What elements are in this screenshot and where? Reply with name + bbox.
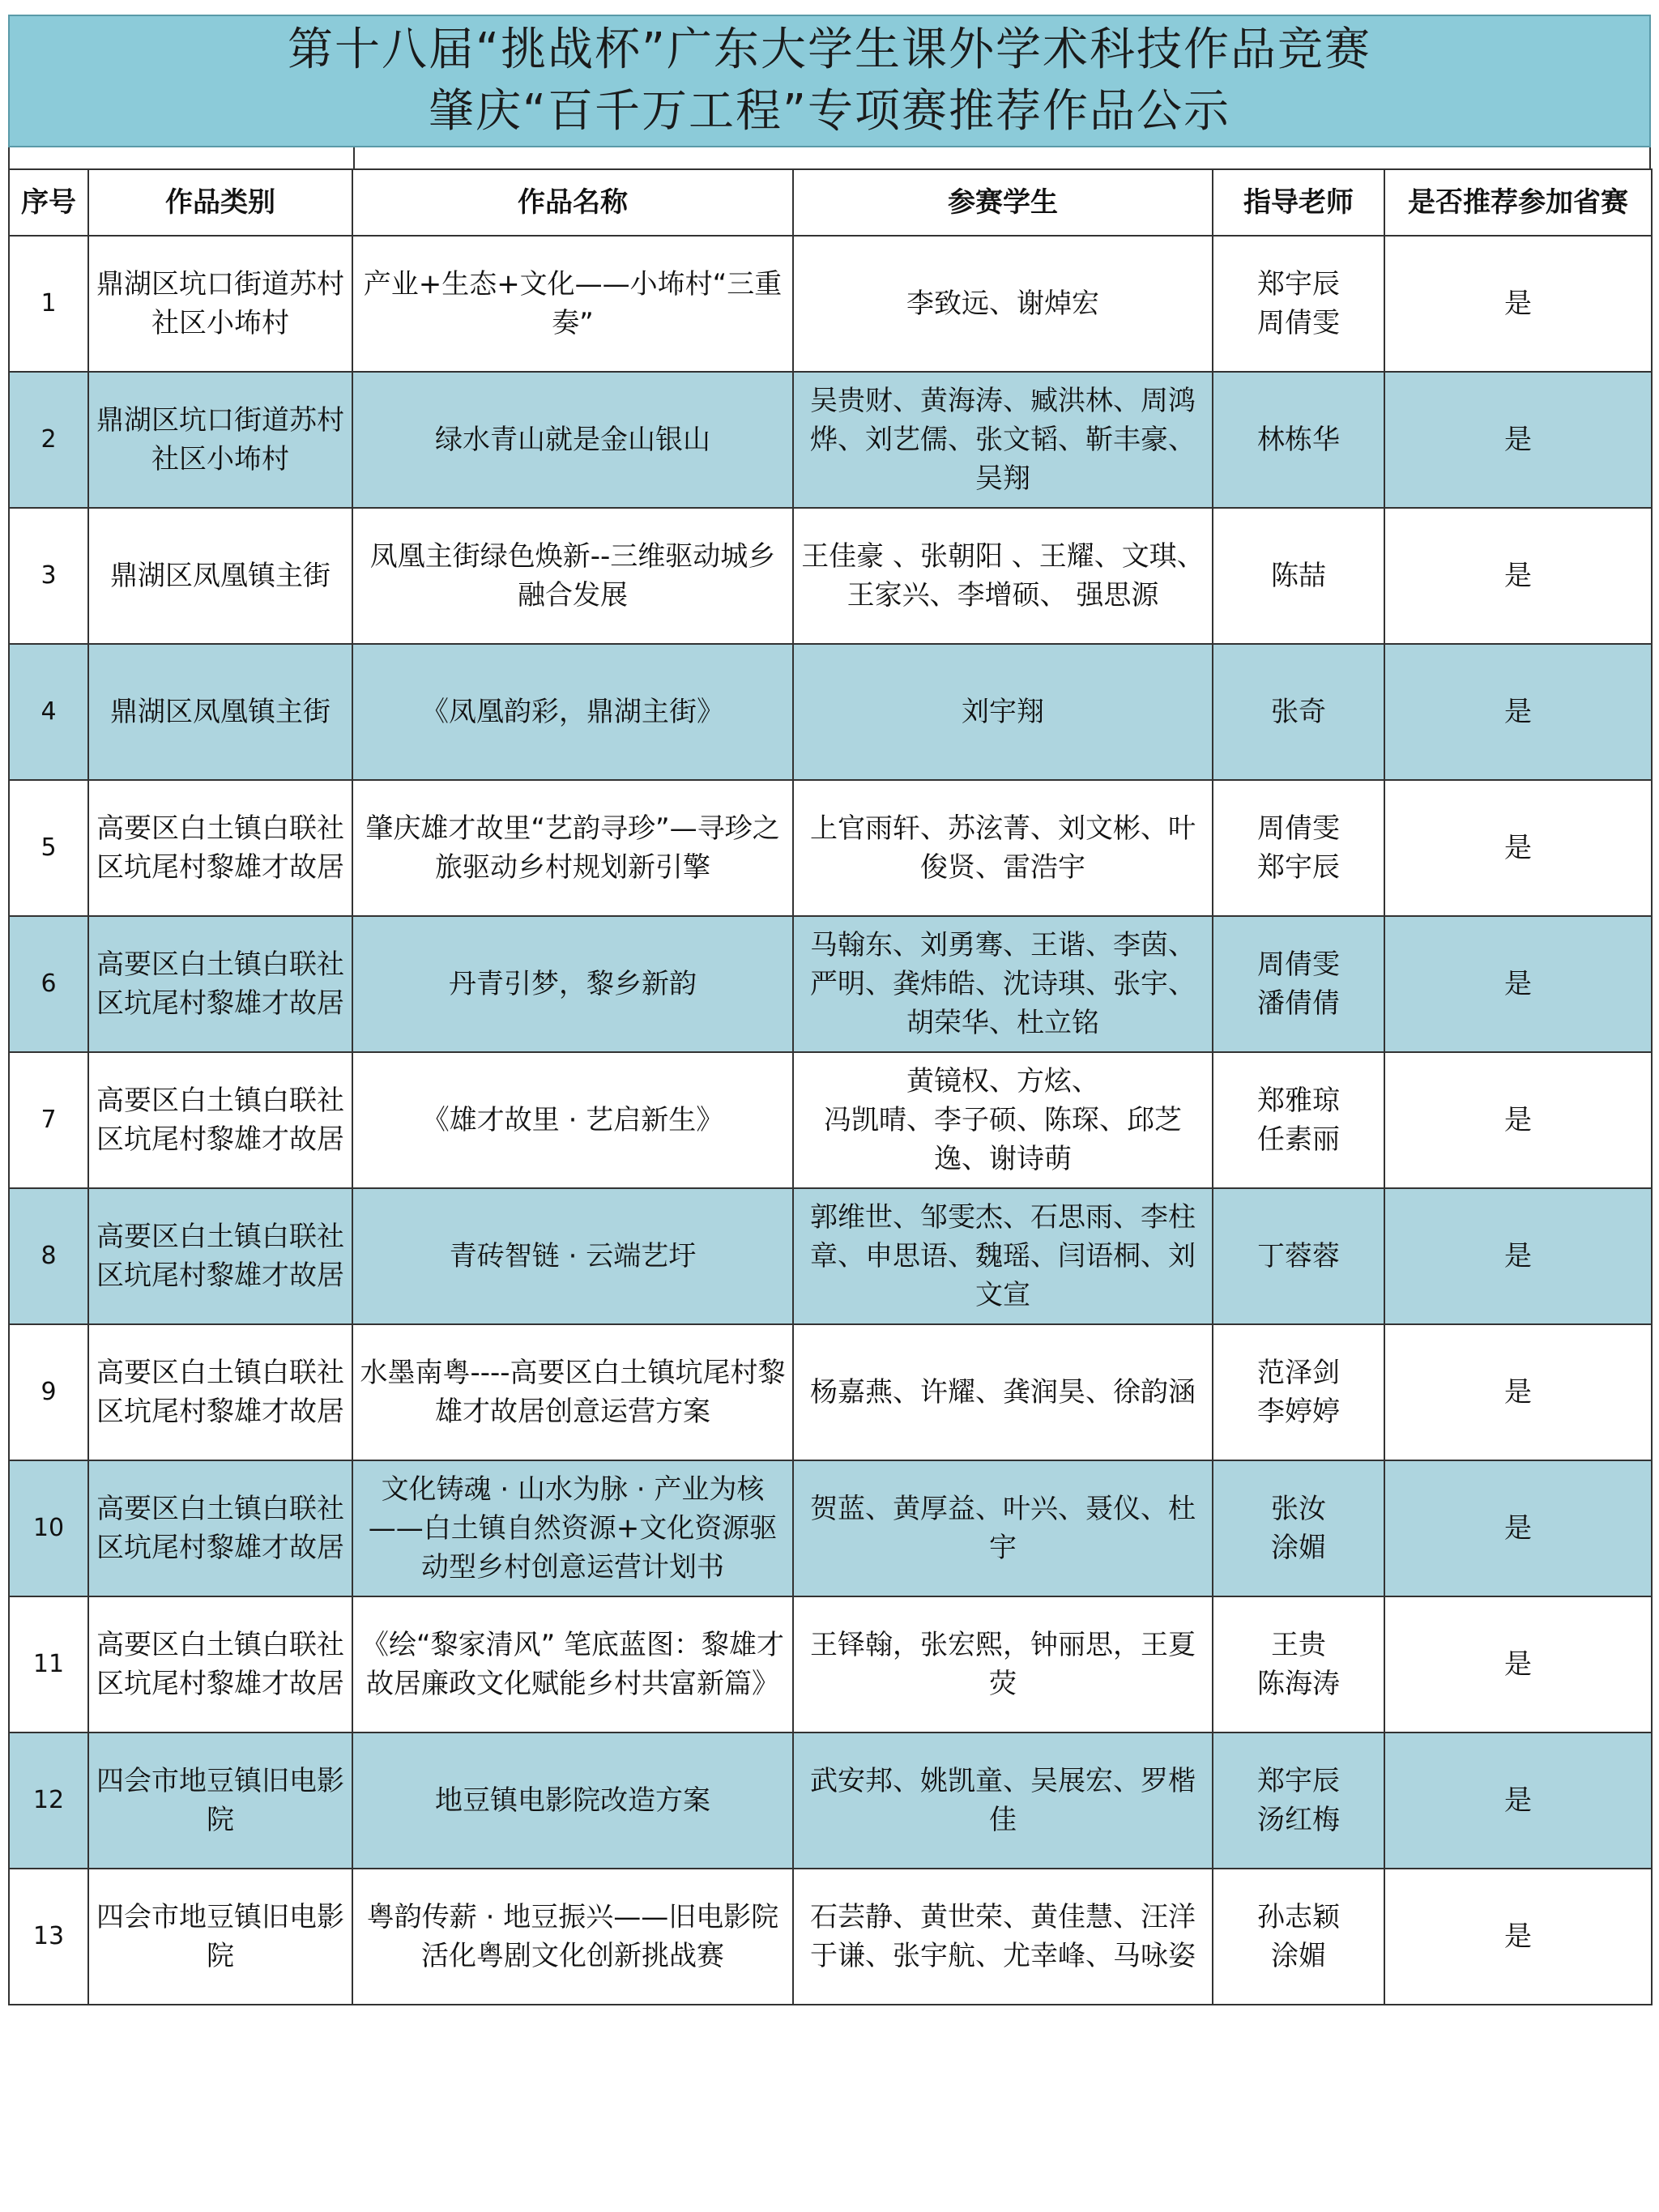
row-seq: 2 — [9, 372, 88, 508]
row-students: 杨嘉燕、许耀、龚润昊、徐韵涵 — [793, 1324, 1213, 1460]
row-recommend: 是 — [1384, 780, 1652, 916]
row-category: 高要区白土镇白联社区坑尾村黎雄才故居 — [88, 1596, 352, 1733]
row-recommend: 是 — [1384, 1188, 1652, 1324]
row-work: 水墨南粤----高要区白土镇坑尾村黎雄才故居创意运营方案 — [352, 1324, 793, 1460]
row-advisor: 王贵 陈海涛 — [1213, 1596, 1384, 1733]
row-category: 鼎湖区凤凰镇主街 — [88, 508, 352, 644]
table-row — [9, 916, 1652, 1052]
header-category: 作品类别 — [88, 169, 352, 236]
header-row — [9, 169, 1652, 236]
table-row — [9, 236, 1652, 372]
row-seq: 9 — [9, 1324, 88, 1460]
row-work: 粤韵传薪 · 地豆振兴——旧电影院活化粤剧文化创新挑战赛 — [352, 1869, 793, 2005]
header-work: 作品名称 — [352, 169, 793, 236]
row-recommend: 是 — [1384, 1733, 1652, 1869]
row-recommend: 是 — [1384, 372, 1652, 508]
row-work: 青砖智链 · 云端艺圩 — [352, 1188, 793, 1324]
row-advisor: 郑宇辰 周倩雯 — [1213, 236, 1384, 372]
row-advisor: 周倩雯 郑宇辰 — [1213, 780, 1384, 916]
row-students: 刘宇翔 — [793, 644, 1213, 780]
row-students: 武安邦、姚凯童、吴展宏、罗楷佳 — [793, 1733, 1213, 1869]
row-students: 石芸静、黄世荣、黄佳慧、汪洋于谦、张宇航、尤幸峰、马咏姿 — [793, 1869, 1213, 2005]
row-work: 《绘“黎家清风” 笔底蓝图：黎雄才故居廉政文化赋能乡村共富新篇》 — [352, 1596, 793, 1733]
row-work: 肇庆雄才故里“艺韵寻珍”—寻珍之旅驱动乡村规划新引擎 — [352, 780, 793, 916]
title-line-1: 第十八届“挑战杯”广东大学生课外学术科技作品竞赛 — [287, 23, 1372, 76]
row-seq: 12 — [9, 1733, 88, 1869]
row-recommend: 是 — [1384, 236, 1652, 372]
row-recommend: 是 — [1384, 1596, 1652, 1733]
row-students: 李致远、谢焯宏 — [793, 236, 1213, 372]
row-students: 王佳豪 、张朝阳 、王耀、文琪、王家兴、李增硕、 强思源 — [793, 508, 1213, 644]
row-recommend: 是 — [1384, 644, 1652, 780]
row-category: 高要区白土镇白联社区坑尾村黎雄才故居 — [88, 780, 352, 916]
row-work: 凤凰主街绿色焕新--三维驱动城乡融合发展 — [352, 508, 793, 644]
row-category: 高要区白土镇白联社区坑尾村黎雄才故居 — [88, 1460, 352, 1596]
recommendation-table — [8, 168, 1653, 2005]
row-seq: 13 — [9, 1869, 88, 2005]
row-advisor: 张奇 — [1213, 644, 1384, 780]
table-row — [9, 644, 1652, 780]
table-row — [9, 1733, 1652, 1869]
row-seq: 6 — [9, 916, 88, 1052]
table-row — [9, 1596, 1652, 1733]
row-advisor: 孙志颖 涂媚 — [1213, 1869, 1384, 2005]
row-recommend: 是 — [1384, 1460, 1652, 1596]
row-recommend: 是 — [1384, 1052, 1652, 1188]
header-students: 参赛学生 — [793, 169, 1213, 236]
row-seq: 3 — [9, 508, 88, 644]
header-seq: 序号 — [9, 169, 88, 236]
table-row — [9, 1324, 1652, 1460]
row-category: 高要区白土镇白联社区坑尾村黎雄才故居 — [88, 916, 352, 1052]
row-seq: 8 — [9, 1188, 88, 1324]
row-category: 四会市地豆镇旧电影院 — [88, 1869, 352, 2005]
row-recommend: 是 — [1384, 916, 1652, 1052]
row-recommend: 是 — [1384, 1869, 1652, 2005]
table-row — [9, 780, 1652, 916]
row-seq: 11 — [9, 1596, 88, 1733]
title-banner — [8, 15, 1651, 147]
row-work: 丹青引梦，黎乡新韵 — [352, 916, 793, 1052]
table-row — [9, 508, 1652, 644]
row-seq: 10 — [9, 1460, 88, 1596]
row-students: 郭维世、邹雯杰、石思雨、李柱章、申思语、魏瑶、闫语桐、刘文宣 — [793, 1188, 1213, 1324]
row-advisor: 周倩雯 潘倩倩 — [1213, 916, 1384, 1052]
row-category: 鼎湖区凤凰镇主街 — [88, 644, 352, 780]
row-category: 高要区白土镇白联社区坑尾村黎雄才故居 — [88, 1324, 352, 1460]
row-work: 地豆镇电影院改造方案 — [352, 1733, 793, 1869]
row-advisor: 林栋华 — [1213, 372, 1384, 508]
row-category: 鼎湖区坑口街道苏村社区小㘵村 — [88, 372, 352, 508]
title-line-2: 肇庆“百千万工程”专项赛推荐作品公示 — [428, 85, 1231, 138]
row-students: 贺蓝、黄厚益、叶兴、聂仪、杜宇 — [793, 1460, 1213, 1596]
row-work: 《凤凰韵彩，鼎湖主街》 — [352, 644, 793, 780]
row-advisor: 陈喆 — [1213, 508, 1384, 644]
row-work: 绿水青山就是金山银山 — [352, 372, 793, 508]
row-students: 吴贵财、黄海涛、臧洪林、周鸿烨、刘艺儒、张文韬、靳丰豪、吴翔 — [793, 372, 1213, 508]
header-recommend: 是否推荐参加省赛 — [1384, 169, 1652, 236]
table-row — [9, 372, 1652, 508]
row-advisor: 张汝 涂媚 — [1213, 1460, 1384, 1596]
table-row — [9, 1188, 1652, 1324]
row-category: 高要区白土镇白联社区坑尾村黎雄才故居 — [88, 1188, 352, 1324]
row-students: 黄镜权、方炫、 冯凯晴、李子硕、陈琛、邱芝逸、谢诗萌 — [793, 1052, 1213, 1188]
row-seq: 5 — [9, 780, 88, 916]
row-seq: 7 — [9, 1052, 88, 1188]
table-row — [9, 1460, 1652, 1596]
row-advisor: 郑宇辰 汤红梅 — [1213, 1733, 1384, 1869]
row-students: 上官雨轩、苏泫菁、刘文彬、叶俊贤、雷浩宇 — [793, 780, 1213, 916]
row-students: 马翰东、刘勇骞、王谐、李茵、严明、龚炜皓、沈诗琪、张宇、胡荣华、杜立铭 — [793, 916, 1213, 1052]
row-category: 高要区白土镇白联社区坑尾村黎雄才故居 — [88, 1052, 352, 1188]
row-work: 文化铸魂 · 山水为脉 · 产业为核——白土镇自然资源+文化资源驱动型乡村创意运营计划书 — [352, 1460, 793, 1596]
row-category: 四会市地豆镇旧电影院 — [88, 1733, 352, 1869]
spreadsheet — [8, 15, 1651, 2005]
row-students: 王铎翰，张宏熙，钟丽思，王夏荧 — [793, 1596, 1213, 1733]
header-advisor: 指导老师 — [1213, 169, 1384, 236]
row-advisor: 郑雅琼 任素丽 — [1213, 1052, 1384, 1188]
row-work: 产业+生态+文化——小㘵村“三重奏” — [352, 236, 793, 372]
row-seq: 4 — [9, 644, 88, 780]
table-row — [9, 1052, 1652, 1188]
row-seq: 1 — [9, 236, 88, 372]
row-advisor: 丁蓉蓉 — [1213, 1188, 1384, 1324]
row-recommend: 是 — [1384, 1324, 1652, 1460]
row-recommend: 是 — [1384, 508, 1652, 644]
blank-row — [8, 147, 1651, 168]
row-advisor: 范泽剑 李婷婷 — [1213, 1324, 1384, 1460]
row-category: 鼎湖区坑口街道苏村社区小㘵村 — [88, 236, 352, 372]
table-row — [9, 1869, 1652, 2005]
row-work: 《雄才故里 · 艺启新生》 — [352, 1052, 793, 1188]
